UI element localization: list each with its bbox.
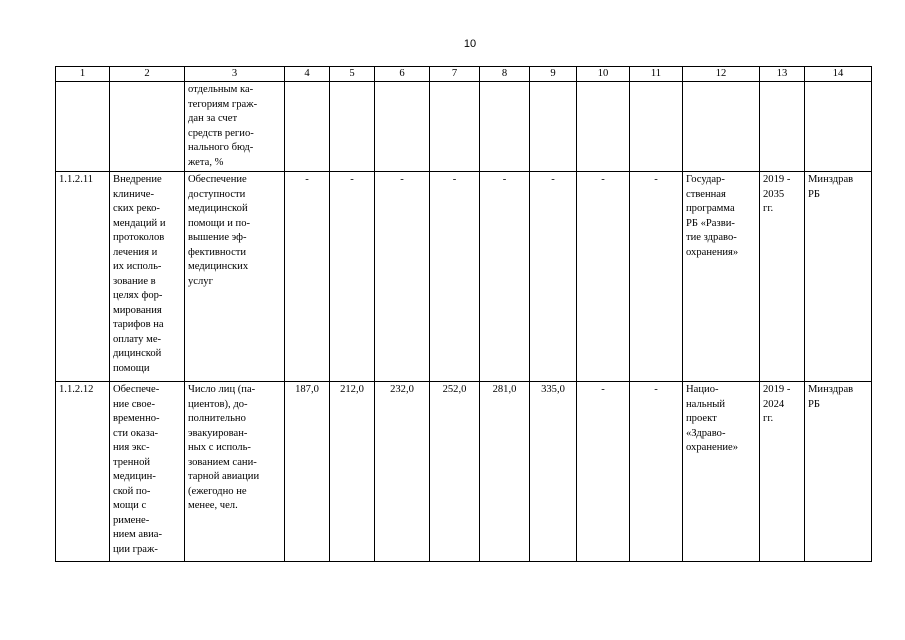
- header-cell: 1: [56, 67, 110, 82]
- cell-value: -: [285, 172, 330, 382]
- header-cell: 4: [285, 67, 330, 82]
- cell-value: [630, 82, 683, 172]
- cell-responsible: [805, 82, 872, 172]
- header-cell: 14: [805, 67, 872, 82]
- cell-measure: Обеспече- ние свое- временно- сти оказа- ния экс- тренной медицин- ской по- мощи с римене- нием авиа- ции граж-: [110, 382, 185, 562]
- header-cell: 7: [430, 67, 480, 82]
- cell-period: 2019 - 2024 гг.: [760, 382, 805, 562]
- cell-value: -: [330, 172, 375, 382]
- header-cell: 9: [530, 67, 577, 82]
- data-table: [55, 66, 872, 562]
- cell-value: 335,0: [530, 382, 577, 562]
- table-row: [56, 382, 872, 562]
- header-cell: 3: [185, 67, 285, 82]
- header-cell: 6: [375, 67, 430, 82]
- cell-period: [760, 82, 805, 172]
- cell-value: -: [430, 172, 480, 382]
- cell-value: [330, 82, 375, 172]
- cell-measure: [110, 82, 185, 172]
- header-row: [56, 67, 872, 82]
- cell-value: -: [577, 172, 630, 382]
- cell-responsible: Минздрав РБ: [805, 172, 872, 382]
- cell-value: [480, 82, 530, 172]
- cell-value: [375, 82, 430, 172]
- cell-value: -: [630, 172, 683, 382]
- cell-id: 1.1.2.12: [56, 382, 110, 562]
- header-cell: 13: [760, 67, 805, 82]
- page-number: 10: [463, 38, 477, 50]
- cell-value: -: [530, 172, 577, 382]
- cell-value: 187,0: [285, 382, 330, 562]
- header-cell: 10: [577, 67, 630, 82]
- cell-value: [430, 82, 480, 172]
- cell-id: 1.1.2.11: [56, 172, 110, 382]
- cell-value: -: [577, 382, 630, 562]
- cell-value: 281,0: [480, 382, 530, 562]
- cell-measure: Внедрение клиниче- ских реко- мендаций и протоколов лечения и их исполь- зование в целях фор- мирования тарифов на оплату ме- дицинской помощи: [110, 172, 185, 382]
- cell-value: -: [630, 382, 683, 562]
- cell-source: [683, 82, 760, 172]
- cell-responsible: Минздрав РБ: [805, 382, 872, 562]
- cell-id: [56, 82, 110, 172]
- header-cell: 5: [330, 67, 375, 82]
- cell-value: 212,0: [330, 382, 375, 562]
- cell-value: 252,0: [430, 382, 480, 562]
- cell-value: [285, 82, 330, 172]
- table-row: [56, 172, 872, 382]
- cell-value: [530, 82, 577, 172]
- cell-indicator: отдельным ка- тегориям граж- дан за счет средств регио- нального бюд- жета, %: [185, 82, 285, 172]
- cell-source: Государ- ственная программа РБ «Разви- тие здраво- охранения»: [683, 172, 760, 382]
- cell-period: 2019 - 2035 гг.: [760, 172, 805, 382]
- header-cell: 12: [683, 67, 760, 82]
- cell-value: -: [480, 172, 530, 382]
- header-cell: 2: [110, 67, 185, 82]
- cell-value: [577, 82, 630, 172]
- header-cell: 11: [630, 67, 683, 82]
- cell-value: -: [375, 172, 430, 382]
- cell-value: 232,0: [375, 382, 430, 562]
- cell-indicator: Число лиц (па- циентов), до- полнительно эвакуирован- ных с исполь- зованием сани- тарной авиации (ежегодно не менее, чел.: [185, 382, 285, 562]
- header-cell: 8: [480, 67, 530, 82]
- table-row: [56, 82, 872, 172]
- cell-source: Нацио- нальный проект «Здраво- охранение»: [683, 382, 760, 562]
- cell-indicator: Обеспечение доступности медицинской помощи и по- вышение эф- фективности медицинских услуг: [185, 172, 285, 382]
